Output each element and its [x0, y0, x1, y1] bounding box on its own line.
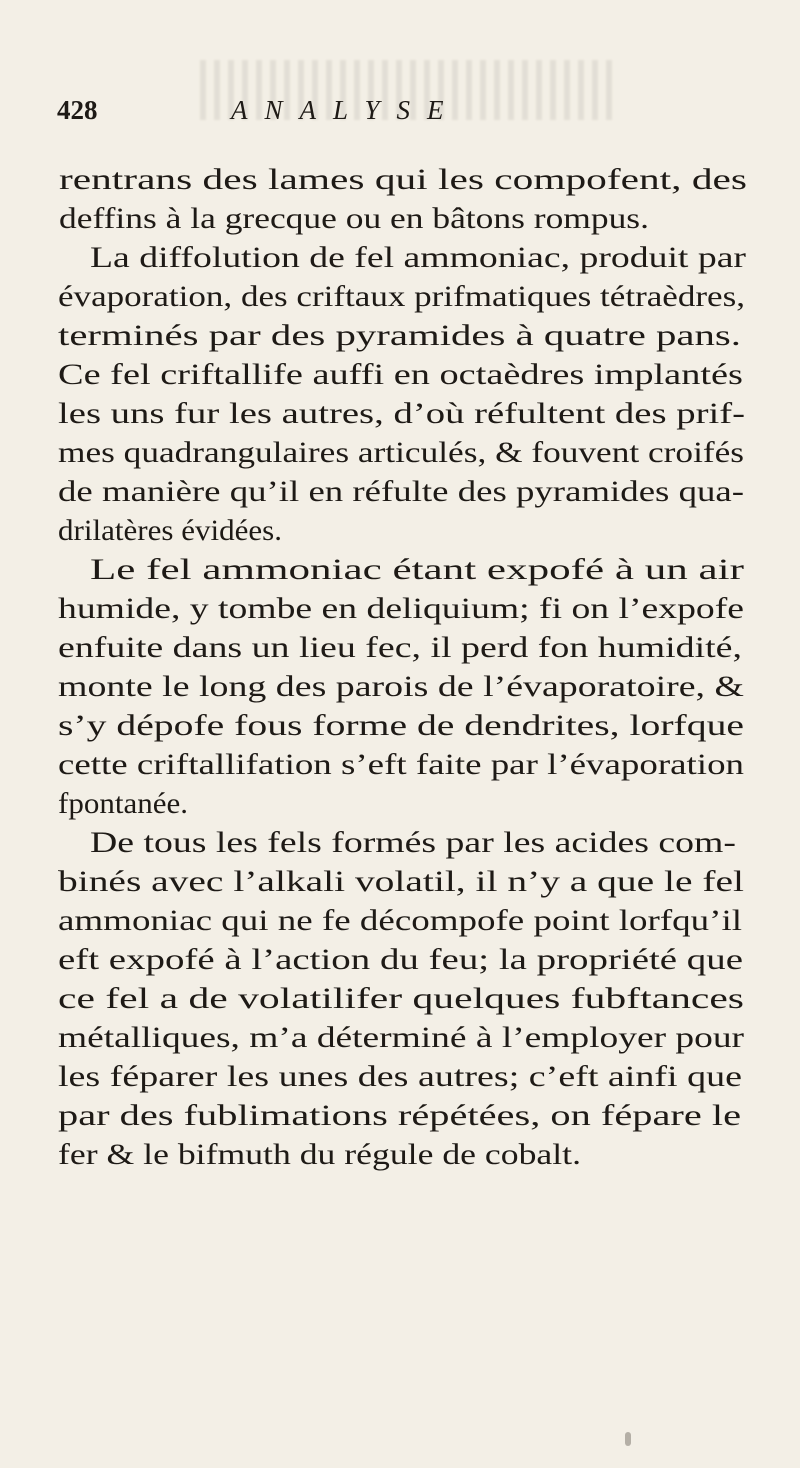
line-text: ammoniac qui ne fe décompofe point lorfqu’il [58, 905, 742, 937]
line-text: métalliques, m’a déterminé à l’employer pour [58, 1022, 745, 1054]
line-text: évaporation, des criftaux prifmatiques tétraèdres, [58, 281, 746, 313]
line-text: fer & le bifmuth du régule de cobalt. [58, 1139, 582, 1171]
ink-mark [625, 1432, 631, 1446]
line-text: Ce fel criftallife auffi en octaèdres implantés [58, 359, 743, 391]
line-text: ce fel a de volatilifer quelques fubftances [58, 983, 745, 1015]
line-text: de manière qu’il en réfulte des pyramides qua- [58, 476, 744, 508]
line-text: humide, y tombe en deliquium; fi on l’expofe [58, 593, 745, 625]
line-text: drilatères évidées. [58, 515, 283, 547]
line-text: terminés par des pyramides à quatre pans. [58, 320, 741, 352]
page-header [57, 95, 747, 145]
line-text: les uns fur les autres, d’où réfultent des prif- [58, 398, 746, 430]
line-text: enfuite dans un lieu fec, il perd fon humidité, [58, 632, 742, 664]
line-text: Le fel ammoniac étant expofé à un air [90, 554, 744, 586]
text-line [58, 1131, 582, 1179]
line-text: s’y dépofe fous forme de dendrites, lorfque [58, 710, 745, 742]
line-text: deffins à la grecque ou en bâtons rompus. [59, 203, 649, 235]
page-number: 428 [57, 95, 98, 125]
line-text: La diffolution de fel ammoniac, produit par [90, 242, 747, 274]
line-text: mes quadrangulaires articulés, & fouvent croifés [58, 437, 745, 469]
line-text: binés avec l’alkali volatil, il n’y a que le fel [58, 866, 744, 898]
line-text: les féparer les unes des autres; c’eft ainfi que [58, 1061, 742, 1093]
line-text: fpontanée. [58, 788, 188, 820]
line-text: par des fublimations répétées, on fépare le [58, 1100, 742, 1132]
running-title: ANALYSE [231, 95, 461, 125]
line-text: monte le long des parois de l’évaporatoire, & [58, 671, 744, 703]
line-text: rentrans des lames qui les compofent, des [59, 164, 747, 196]
line-text: De tous les fels formés par les acides com- [90, 827, 737, 859]
line-text: eft expofé à l’action du feu; la propriété que [58, 944, 744, 976]
line-text: cette criftallifation s’eft faite par l’évaporation [58, 749, 745, 781]
